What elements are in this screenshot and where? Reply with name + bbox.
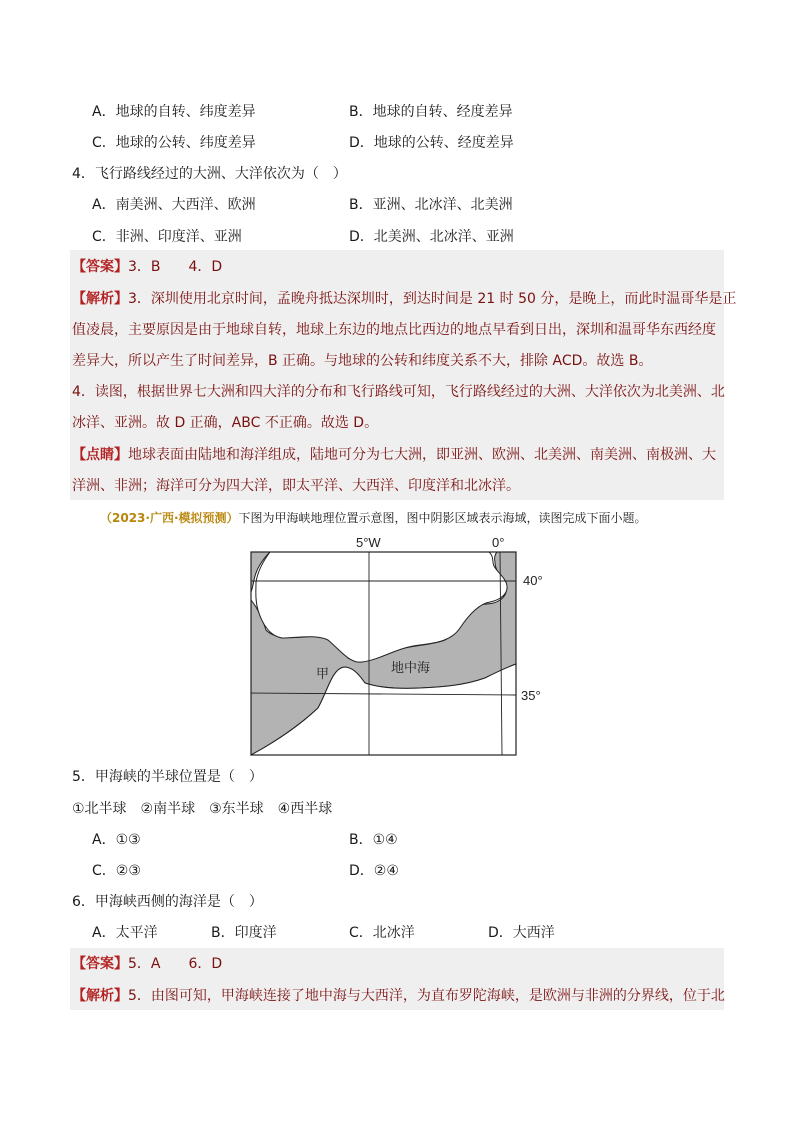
analysis-1-line-1 [72,289,736,309]
q4-stem: 4．飞行路线经过的大洲、大洋依次为（ ） [72,166,347,182]
analysis-text: 5．由图可知，甲海峡连接了地中海与大西洋，为直布罗陀海峡，是欧洲与非洲的分界线，位于北 [128,988,725,1004]
label-mediterranean: 地中海 [391,660,431,675]
strait-map [240,530,560,762]
answer-1 [72,257,222,277]
q3-option-a: A．地球的自转、纬度差异 [92,104,256,120]
source-tag: （2023·广西·模拟预测） [100,511,239,525]
answer-tag: 【答案】 [72,956,128,972]
analysis-1-line-2: 值凌晨，主要原因是由于地球自转，地球上东边的地点比西边的地点早看到日出，深圳和温哥华东西经度 [72,322,716,338]
q6-option-d: D．大西洋 [488,925,555,941]
q4-option-c: C．非洲、印度洋、亚洲 [92,229,242,245]
pointer-tag: 【点睛】 [72,447,128,463]
label-35: 35° [521,688,541,703]
analysis-1-line-4: 4．读图，根据世界七大洲和四大洋的分布和飞行路线可知，飞行路线经过的大洲、大洋依次为北美洲、北 [72,384,725,400]
answer-2 [72,954,222,974]
analysis-1-line-5: 冰洋、亚洲。故 D 正确，ABC 不正确。故选 D。 [72,415,379,431]
q3-option-c: C．地球的公转、纬度差异 [92,135,256,151]
q6-option-a: A．太平洋 [92,925,158,941]
pointer-line-2: 洋洲、非洲；海洋可分为四大洋，即太平洋、大西洋、印度洋和北冰洋。 [72,478,520,494]
passage-intro [100,508,647,528]
q4-option-b: B．亚洲、北冰洋、北美洲 [349,197,513,213]
label-0: 0° [492,535,505,550]
q4-option-d: D．北美洲、北冰洋、亚洲 [349,229,514,245]
q4-option-a: A．南美洲、大西洋、欧洲 [92,197,256,213]
analysis-text: 3．深圳使用北京时间，孟晚舟抵达深圳时，到达时间是 21 时 50 分，是晚上，而此时温哥华是正 [128,291,737,307]
analysis-2-line-1 [72,986,725,1006]
q6-stem: 6．甲海峡西侧的海洋是（ ） [72,894,263,910]
answer-text: 5．A 6．D [128,956,223,972]
q5-option-a: A．①③ [92,832,141,848]
q5-option-b: B．①④ [349,832,398,848]
q3-option-d: D．地球的公转、经度差异 [349,135,514,151]
pointer-line-1 [72,445,716,465]
q5-choices: ①北半球 ②南半球 ③东半球 ④西半球 [72,801,333,817]
analysis-1-line-3: 差异大，所以产生了时间差异，B 正确。与地球的公转和纬度关系不大，排除 ACD。故选 B。 [72,353,653,369]
q5-stem: 5．甲海峡的半球位置是（ ） [72,769,263,785]
pointer-text: 地球表面由陆地和海洋组成，陆地可分为七大洲，即亚洲、欧洲、北美洲、南美洲、南极洲、大 [128,447,716,463]
answer-text: 3．B 4．D [128,259,223,275]
label-5w: 5°W [356,535,381,550]
q3-option-b: B．地球的自转、经度差异 [349,104,513,120]
q5-option-c: C．②③ [92,863,141,879]
q5-option-d: D．②④ [349,863,399,879]
q6-option-c: C．北冰洋 [349,925,415,941]
analysis-tag: 【解析】 [72,291,128,307]
label-40: 40° [523,573,543,588]
q6-option-b: B．印度洋 [211,925,277,941]
analysis-tag: 【解析】 [72,988,128,1004]
label-jia: 甲 [316,666,330,681]
answer-tag: 【答案】 [72,259,128,275]
intro-text: 下图为甲海峡地理位置示意图，图中阴影区域表示海域，读图完成下面小题。 [238,511,647,525]
